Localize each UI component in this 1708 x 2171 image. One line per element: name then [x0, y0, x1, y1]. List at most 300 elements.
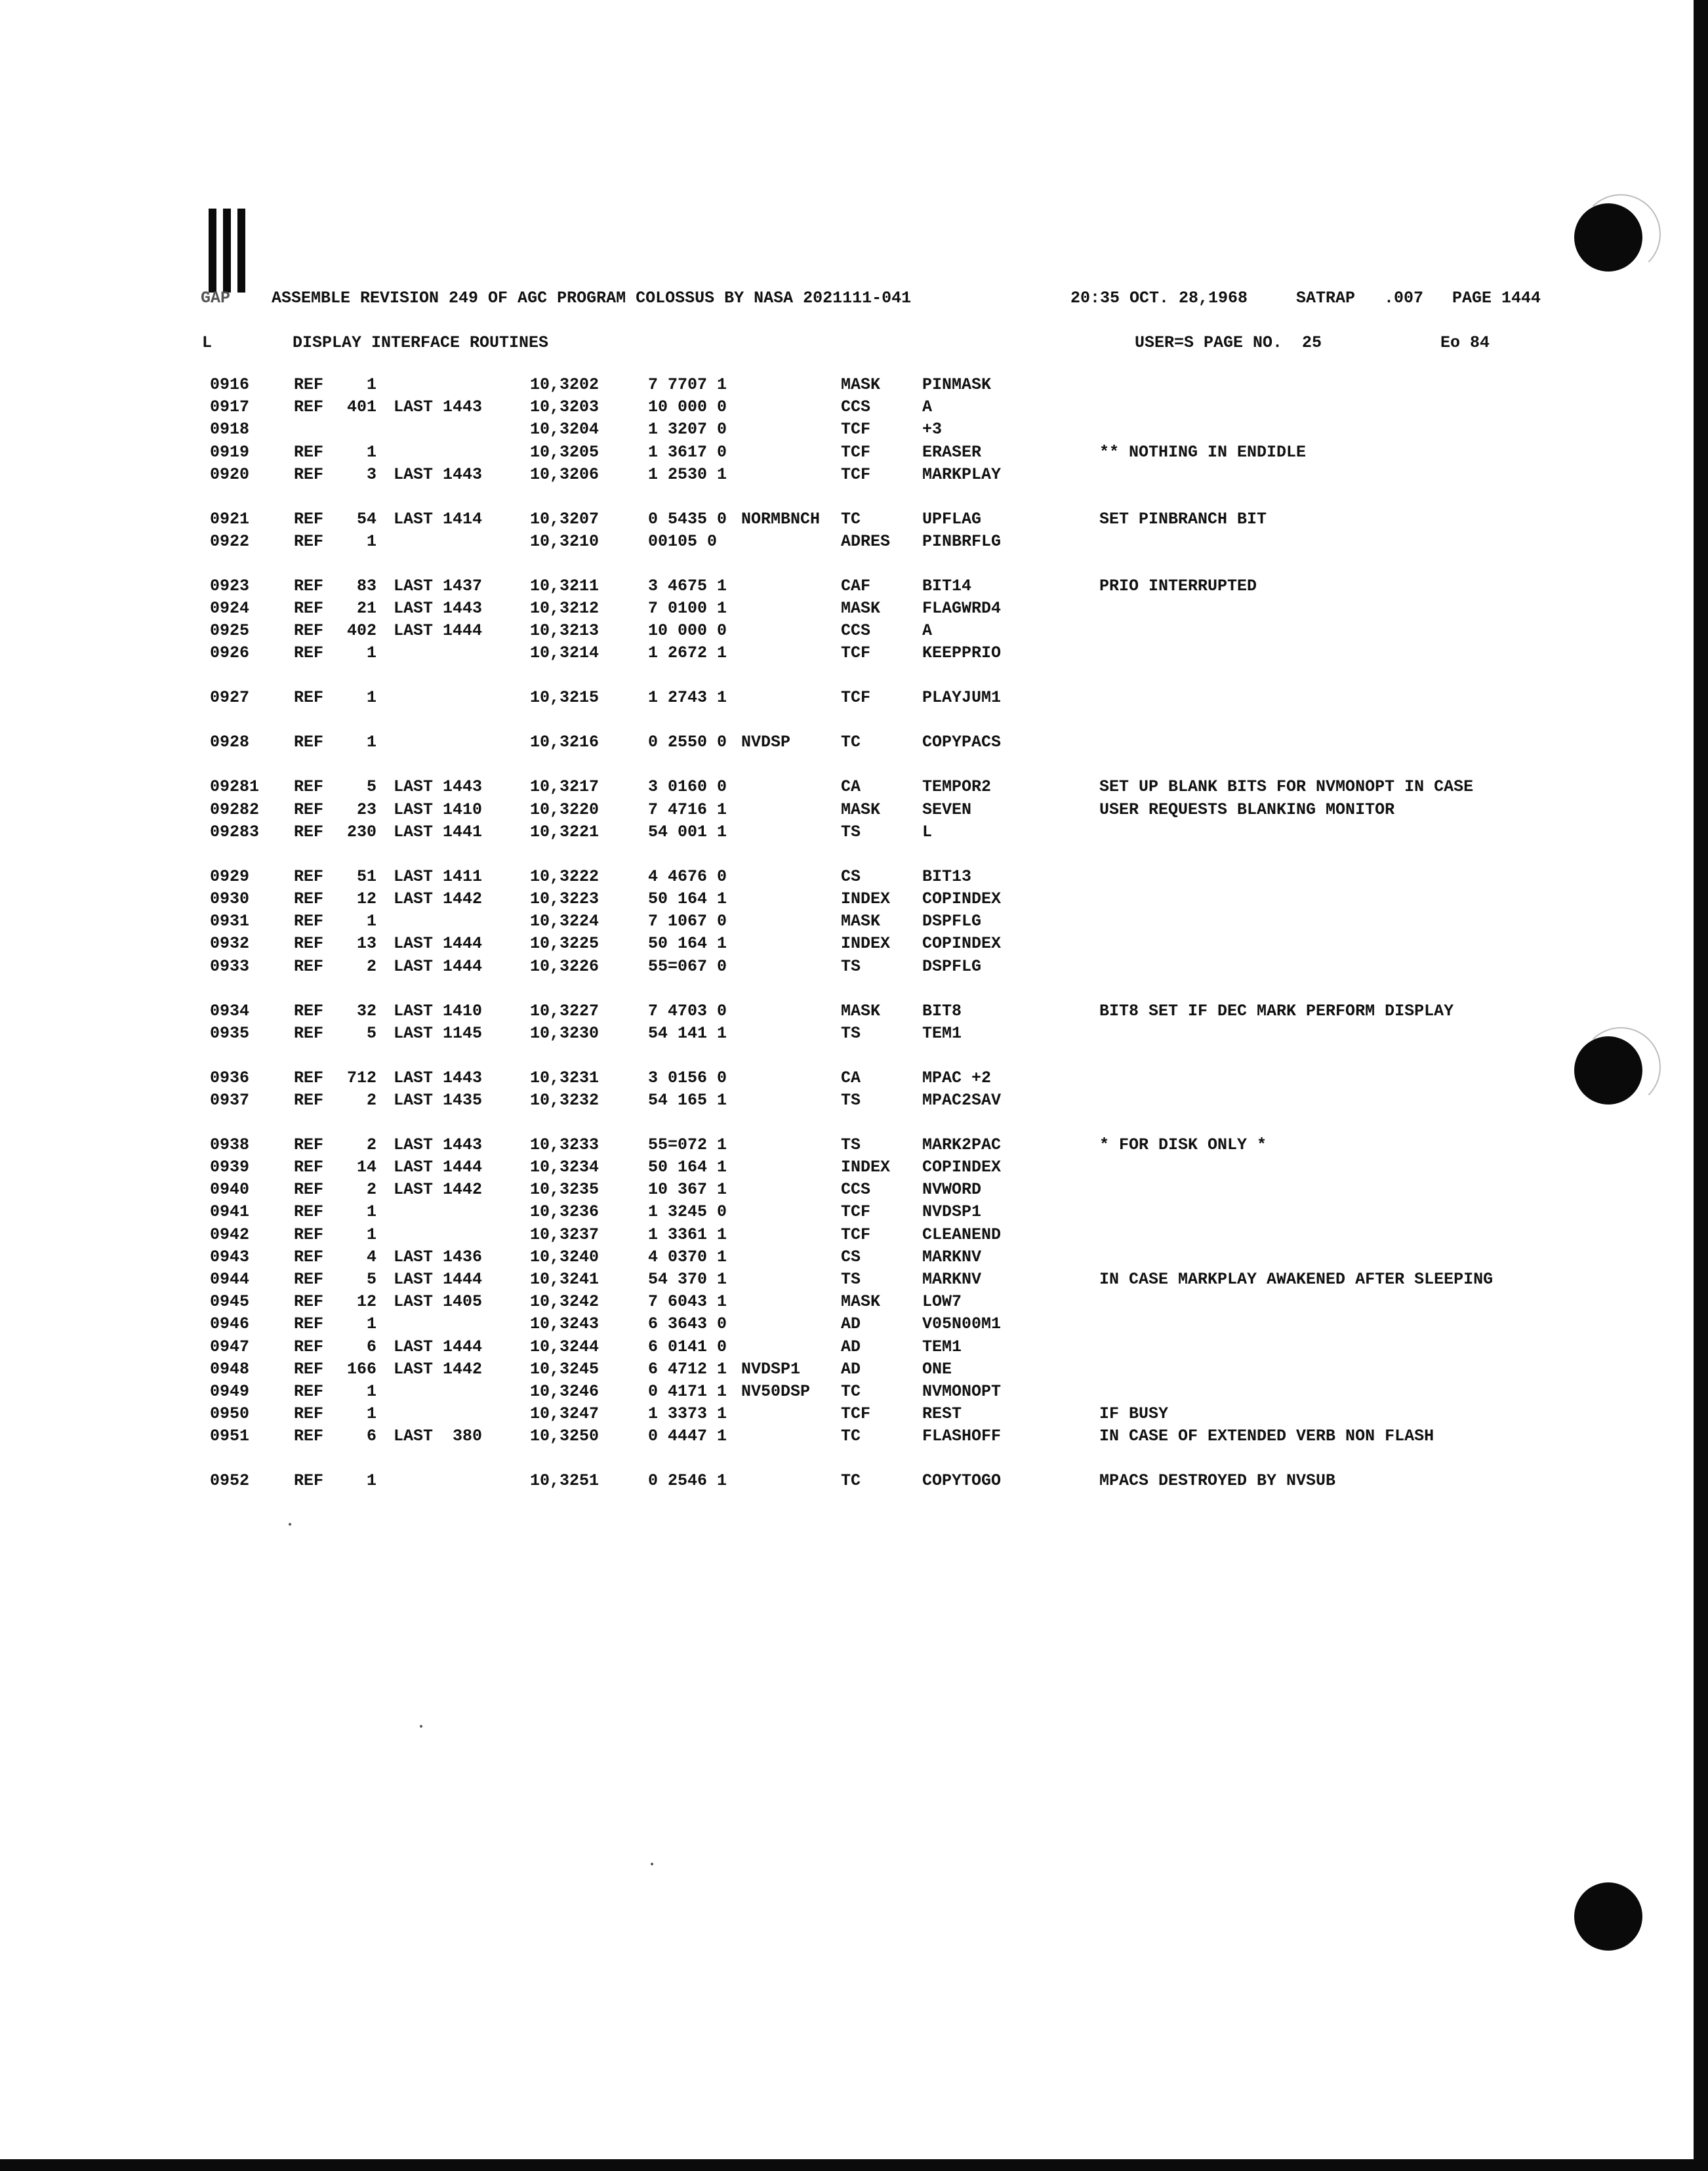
ref-count: 23: [356, 800, 376, 819]
ref-marker: REF: [294, 599, 324, 619]
section-title: DISPLAY INTERFACE ROUTINES: [293, 333, 549, 352]
line-number: 0929: [210, 866, 250, 886]
last-ref: LAST 1443: [394, 599, 483, 619]
punch-hole-middle: [1574, 1036, 1642, 1105]
ref-count: 402: [346, 621, 376, 641]
opcode: CCS: [841, 397, 871, 417]
ref-marker: REF: [294, 1135, 324, 1154]
line-number: 0938: [210, 1135, 250, 1154]
opcode: TS: [841, 1090, 861, 1110]
operand: MARKNV: [922, 1247, 982, 1267]
opcode: INDEX: [841, 934, 891, 954]
opcode: TCF: [841, 643, 871, 663]
last-ref: LAST 1443: [394, 397, 483, 417]
line-number: 0919: [210, 442, 250, 462]
ref-count: 401: [346, 397, 376, 417]
comment: IN CASE OF EXTENDED VERB NON FLASH: [1099, 1427, 1434, 1446]
ref-marker: REF: [294, 509, 324, 529]
last-ref: LAST 1443: [394, 1135, 483, 1154]
octal-code: 54 370 1: [648, 1269, 727, 1289]
ref-count: 5: [366, 777, 376, 797]
octal-code: 1 3207 0: [648, 420, 727, 439]
octal-code: 1 2672 1: [648, 643, 727, 663]
operand: NVDSP1: [922, 1202, 982, 1222]
line-number: 0925: [210, 621, 250, 641]
octal-code: 50 164 1: [648, 934, 727, 954]
octal-code: 0 4447 1: [648, 1427, 727, 1446]
last-ref: LAST 1442: [394, 1180, 483, 1200]
octal-code: 6 4712 1: [648, 1359, 727, 1379]
line-number: 0928: [210, 733, 250, 752]
operand: TEMPOR2: [922, 777, 992, 797]
octal-code: 3 0160 0: [648, 777, 727, 797]
address: 10,3250: [530, 1427, 600, 1446]
line-number: 0920: [210, 464, 250, 484]
line-number: 0924: [210, 599, 250, 619]
ref-marker: REF: [294, 442, 324, 462]
ref-marker: REF: [294, 576, 324, 596]
last-ref: LAST 1443: [394, 1068, 483, 1087]
octal-code: 10 000 0: [648, 397, 727, 417]
opcode: TS: [841, 1023, 861, 1043]
line-number: 0926: [210, 643, 250, 663]
address: 10,3216: [530, 733, 600, 752]
operand: MPAC +2: [922, 1068, 992, 1087]
octal-code: 0 2546 1: [648, 1471, 727, 1491]
octal-code: 7 0100 1: [648, 599, 727, 619]
ref-marker: REF: [294, 1314, 324, 1334]
operand: PINBRFLG: [922, 531, 1002, 551]
line-number: 0935: [210, 1023, 250, 1043]
operand: A: [922, 621, 933, 641]
octal-code: 0 5435 0: [648, 509, 727, 529]
opcode: CS: [841, 1247, 861, 1267]
ref-marker: REF: [294, 1225, 324, 1244]
symbol-label: NORMBNCH: [741, 509, 821, 529]
address: 10,3206: [530, 464, 600, 484]
octal-code: 1 2743 1: [648, 688, 727, 708]
address: 10,3212: [530, 599, 600, 619]
operand: A: [922, 397, 933, 417]
comment: MPACS DESTROYED BY NVSUB: [1099, 1471, 1336, 1491]
last-ref: LAST 1442: [394, 889, 483, 908]
last-ref: LAST 1435: [394, 1090, 483, 1110]
last-ref: LAST 1405: [394, 1292, 483, 1312]
octal-code: 4 4676 0: [648, 866, 727, 886]
ref-count: 166: [346, 1359, 376, 1379]
page-edge-right: [1694, 0, 1708, 2171]
last-ref: LAST 1444: [394, 934, 483, 954]
user-page-number: USER=S PAGE NO. 25: [1135, 333, 1322, 352]
comment: PRIO INTERRUPTED: [1099, 576, 1257, 596]
address: 10,3202: [530, 375, 600, 394]
address: 10,3240: [530, 1247, 600, 1267]
opcode: TS: [841, 1135, 861, 1154]
address: 10,3203: [530, 397, 600, 417]
operand: TEM1: [922, 1337, 962, 1356]
octal-code: 50 164 1: [648, 1158, 727, 1177]
operand: DSPFLG: [922, 956, 982, 976]
opcode: INDEX: [841, 889, 891, 908]
ref-count: 1: [366, 912, 376, 931]
opcode: CCS: [841, 1180, 871, 1200]
address: 10,3226: [530, 956, 600, 976]
ref-count: 1: [366, 1471, 376, 1491]
ref-marker: REF: [294, 1202, 324, 1222]
ref-marker: REF: [294, 1381, 324, 1401]
ref-count: 2: [366, 1180, 376, 1200]
address: 10,3227: [530, 1001, 600, 1021]
operand: V05N00M1: [922, 1314, 1002, 1334]
operand: BIT8: [922, 1001, 962, 1021]
line-number: 0922: [210, 531, 250, 551]
octal-code: 3 0156 0: [648, 1068, 727, 1087]
line-number: 0946: [210, 1314, 250, 1334]
eq-marker: Eo 84: [1440, 333, 1490, 352]
address: 10,3247: [530, 1404, 600, 1424]
address: 10,3211: [530, 576, 600, 596]
address: 10,3213: [530, 621, 600, 641]
ref-count: 6: [366, 1337, 376, 1356]
operand: BIT13: [922, 866, 972, 886]
opcode: TCF: [841, 1404, 871, 1424]
octal-code: 7 4716 1: [648, 800, 727, 819]
last-ref: LAST 1436: [394, 1247, 483, 1267]
opcode: MASK: [841, 1292, 881, 1312]
header-prefix: GAP: [201, 289, 231, 308]
operand: CLEANEND: [922, 1225, 1002, 1244]
last-ref: LAST 1410: [394, 1001, 483, 1021]
operand: FLAGWRD4: [922, 599, 1002, 619]
address: 10,3217: [530, 777, 600, 797]
ref-marker: REF: [294, 1269, 324, 1289]
address: 10,3204: [530, 420, 600, 439]
ref-count: 6: [366, 1427, 376, 1446]
operand: +3: [922, 420, 943, 439]
operand: L: [922, 822, 933, 842]
operand: PINMASK: [922, 375, 992, 394]
last-ref: LAST 1411: [394, 866, 483, 886]
ref-marker: REF: [294, 889, 324, 908]
opcode: CCS: [841, 621, 871, 641]
line-number: 09282: [210, 800, 260, 819]
opcode: TS: [841, 956, 861, 976]
ref-marker: REF: [294, 1090, 324, 1110]
binder-bars-mark: [209, 209, 247, 293]
operand: COPINDEX: [922, 934, 1002, 954]
opcode: CAF: [841, 576, 871, 596]
address: 10,3232: [530, 1090, 600, 1110]
ref-marker: REF: [294, 866, 324, 886]
operand: UPFLAG: [922, 509, 982, 529]
ref-count: 51: [356, 866, 376, 886]
octal-code: 3 4675 1: [648, 576, 727, 596]
subheader-marker: L: [202, 333, 213, 352]
ref-marker: REF: [294, 912, 324, 931]
operand: REST: [922, 1404, 962, 1424]
ref-count: 1: [366, 688, 376, 708]
address: 10,3242: [530, 1292, 600, 1312]
address: 10,3224: [530, 912, 600, 931]
opcode: TC: [841, 1427, 861, 1446]
operand: TEM1: [922, 1023, 962, 1043]
ref-marker: REF: [294, 1001, 324, 1021]
ref-count: 54: [356, 509, 376, 529]
operand: MARKNV: [922, 1269, 982, 1289]
ref-marker: REF: [294, 956, 324, 976]
ref-marker: REF: [294, 800, 324, 819]
ref-count: 1: [366, 442, 376, 462]
ref-count: 712: [346, 1068, 376, 1087]
line-number: 0917: [210, 397, 250, 417]
comment: SET UP BLANK BITS FOR NVMONOPT IN CASE: [1099, 777, 1474, 797]
line-number: 0950: [210, 1404, 250, 1424]
ref-count: 1: [366, 531, 376, 551]
line-number: 0936: [210, 1068, 250, 1087]
line-number: 0944: [210, 1269, 250, 1289]
operand: KEEPPRIO: [922, 643, 1002, 663]
opcode: MASK: [841, 800, 881, 819]
operand: NVWORD: [922, 1180, 982, 1200]
operand: LOW7: [922, 1292, 962, 1312]
opcode: TCF: [841, 464, 871, 484]
ref-marker: REF: [294, 777, 324, 797]
ref-count: 83: [356, 576, 376, 596]
operand: DSPFLG: [922, 912, 982, 931]
opcode: INDEX: [841, 1158, 891, 1177]
operand: BIT14: [922, 576, 972, 596]
ref-count: 5: [366, 1269, 376, 1289]
line-number: 0931: [210, 912, 250, 931]
comment: SET PINBRANCH BIT: [1099, 509, 1267, 529]
octal-code: 54 165 1: [648, 1090, 727, 1110]
address: 10,3251: [530, 1471, 600, 1491]
ref-count: 32: [356, 1001, 376, 1021]
ref-marker: REF: [294, 1180, 324, 1200]
octal-code: 50 164 1: [648, 889, 727, 908]
operand: NVMONOPT: [922, 1381, 1002, 1401]
ref-count: 1: [366, 1225, 376, 1244]
opcode: AD: [841, 1314, 861, 1334]
opcode: MASK: [841, 375, 881, 394]
punch-hole-bottom: [1574, 1882, 1642, 1951]
ref-count: 1: [366, 375, 376, 394]
last-ref: LAST 1410: [394, 800, 483, 819]
octal-code: 10 367 1: [648, 1180, 727, 1200]
line-number: 0918: [210, 420, 250, 439]
ref-count: 1: [366, 1314, 376, 1334]
last-ref: LAST 1444: [394, 1158, 483, 1177]
ref-count: 21: [356, 599, 376, 619]
opcode: ADRES: [841, 531, 891, 551]
line-number: 0927: [210, 688, 250, 708]
address: 10,3236: [530, 1202, 600, 1222]
octal-code: 55=072 1: [648, 1135, 727, 1154]
octal-code: 4 0370 1: [648, 1247, 727, 1267]
last-ref: LAST 1443: [394, 777, 483, 797]
ref-count: 3: [366, 464, 376, 484]
comment: USER REQUESTS BLANKING MONITOR: [1099, 800, 1395, 819]
ref-count: 2: [366, 1135, 376, 1154]
address: 10,3235: [530, 1180, 600, 1200]
address: 10,3220: [530, 800, 600, 819]
ref-count: 1: [366, 1202, 376, 1222]
address: 10,3214: [530, 643, 600, 663]
ref-marker: REF: [294, 822, 324, 842]
opcode: TS: [841, 1269, 861, 1289]
octal-code: 6 3643 0: [648, 1314, 727, 1334]
octal-code: 7 1067 0: [648, 912, 727, 931]
ref-marker: REF: [294, 688, 324, 708]
last-ref: LAST 1444: [394, 1269, 483, 1289]
comment: IF BUSY: [1099, 1404, 1169, 1424]
line-number: 0921: [210, 509, 250, 529]
ref-count: 230: [346, 822, 376, 842]
header-page-number: PAGE 1444: [1452, 289, 1541, 308]
opcode: TCF: [841, 688, 871, 708]
operand: MPAC2SAV: [922, 1090, 1002, 1110]
opcode: TCF: [841, 1202, 871, 1222]
octal-code: 0 4171 1: [648, 1381, 727, 1401]
opcode: TCF: [841, 420, 871, 439]
octal-code: 54 141 1: [648, 1023, 727, 1043]
octal-code: 10 000 0: [648, 621, 727, 641]
operand: COPINDEX: [922, 889, 1002, 908]
octal-code: 00105 0: [648, 531, 718, 551]
line-number: 0947: [210, 1337, 250, 1356]
last-ref: LAST 1444: [394, 956, 483, 976]
octal-code: 6 0141 0: [648, 1337, 727, 1356]
opcode: MASK: [841, 599, 881, 619]
opcode: CS: [841, 866, 861, 886]
ref-count: 12: [356, 1292, 376, 1312]
ref-marker: REF: [294, 1068, 324, 1087]
ref-count: 1: [366, 1404, 376, 1424]
address: 10,3245: [530, 1359, 600, 1379]
octal-code: 1 3373 1: [648, 1404, 727, 1424]
punch-hole-top: [1574, 203, 1642, 272]
line-number: 0949: [210, 1381, 250, 1401]
last-ref: LAST 380: [394, 1427, 483, 1446]
ref-marker: REF: [294, 531, 324, 551]
ref-marker: REF: [294, 1359, 324, 1379]
operand: MARK2PAC: [922, 1135, 1002, 1154]
operand: MARKPLAY: [922, 464, 1002, 484]
octal-code: 0 2550 0: [648, 733, 727, 752]
last-ref: LAST 1441: [394, 822, 483, 842]
comment: ** NOTHING IN ENDIDLE: [1099, 442, 1307, 462]
symbol-label: NV50DSP: [741, 1381, 811, 1401]
line-number: 0941: [210, 1202, 250, 1222]
ref-marker: REF: [294, 643, 324, 663]
address: 10,3244: [530, 1337, 600, 1356]
line-number: 0932: [210, 934, 250, 954]
ref-marker: REF: [294, 1427, 324, 1446]
address: 10,3221: [530, 822, 600, 842]
opcode: MASK: [841, 1001, 881, 1021]
ref-marker: REF: [294, 397, 324, 417]
address: 10,3223: [530, 889, 600, 908]
opcode: CA: [841, 777, 861, 797]
address: 10,3230: [530, 1023, 600, 1043]
octal-code: 1 2530 1: [648, 464, 727, 484]
comment: IN CASE MARKPLAY AWAKENED AFTER SLEEPING: [1099, 1269, 1494, 1289]
octal-code: 1 3361 1: [648, 1225, 727, 1244]
ref-marker: REF: [294, 1404, 324, 1424]
address: 10,3246: [530, 1381, 600, 1401]
line-number: 0942: [210, 1225, 250, 1244]
ref-marker: REF: [294, 1158, 324, 1177]
ref-count: 1: [366, 643, 376, 663]
operand: COPINDEX: [922, 1158, 1002, 1177]
address: 10,3234: [530, 1158, 600, 1177]
opcode: MASK: [841, 912, 881, 931]
operand: ONE: [922, 1359, 952, 1379]
address: 10,3225: [530, 934, 600, 954]
ref-marker: REF: [294, 1023, 324, 1043]
line-number: 0945: [210, 1292, 250, 1312]
ref-count: 5: [366, 1023, 376, 1043]
line-number: 0934: [210, 1001, 250, 1021]
opcode: TS: [841, 822, 861, 842]
opcode: TCF: [841, 442, 871, 462]
page-edge-bottom: [0, 2159, 1708, 2171]
address: 10,3205: [530, 442, 600, 462]
last-ref: LAST 1437: [394, 576, 483, 596]
header-code: .007: [1384, 289, 1424, 308]
ref-marker: REF: [294, 1247, 324, 1267]
ref-count: 14: [356, 1158, 376, 1177]
ref-marker: REF: [294, 464, 324, 484]
address: 10,3243: [530, 1314, 600, 1334]
ref-marker: REF: [294, 1471, 324, 1491]
line-number: 0940: [210, 1180, 250, 1200]
address: 10,3233: [530, 1135, 600, 1154]
symbol-label: NVDSP1: [741, 1359, 801, 1379]
operand: SEVEN: [922, 800, 972, 819]
line-number: 09283: [210, 822, 260, 842]
line-number: 0952: [210, 1471, 250, 1491]
octal-code: 55=067 0: [648, 956, 727, 976]
ref-marker: REF: [294, 621, 324, 641]
scan-speck: [289, 1523, 291, 1526]
last-ref: LAST 1444: [394, 621, 483, 641]
last-ref: LAST 1414: [394, 509, 483, 529]
line-number: 0951: [210, 1427, 250, 1446]
symbol-label: NVDSP: [741, 733, 791, 752]
opcode: TC: [841, 733, 861, 752]
address: 10,3222: [530, 866, 600, 886]
octal-code: 1 3245 0: [648, 1202, 727, 1222]
header-title: ASSEMBLE REVISION 249 OF AGC PROGRAM COLOSSUS BY NASA 2021111-041: [272, 289, 912, 308]
line-number: 0930: [210, 889, 250, 908]
opcode: CA: [841, 1068, 861, 1087]
octal-code: 7 4703 0: [648, 1001, 727, 1021]
ref-count: 13: [356, 934, 376, 954]
ref-marker: REF: [294, 1292, 324, 1312]
opcode: TC: [841, 1471, 861, 1491]
line-number: 09281: [210, 777, 260, 797]
line-number: 0948: [210, 1359, 250, 1379]
opcode: TCF: [841, 1225, 871, 1244]
octal-code: 1 3617 0: [648, 442, 727, 462]
line-number: 0923: [210, 576, 250, 596]
address: 10,3231: [530, 1068, 600, 1087]
ref-count: 2: [366, 1090, 376, 1110]
address: 10,3210: [530, 531, 600, 551]
ref-count: 1: [366, 1381, 376, 1401]
opcode: AD: [841, 1359, 861, 1379]
